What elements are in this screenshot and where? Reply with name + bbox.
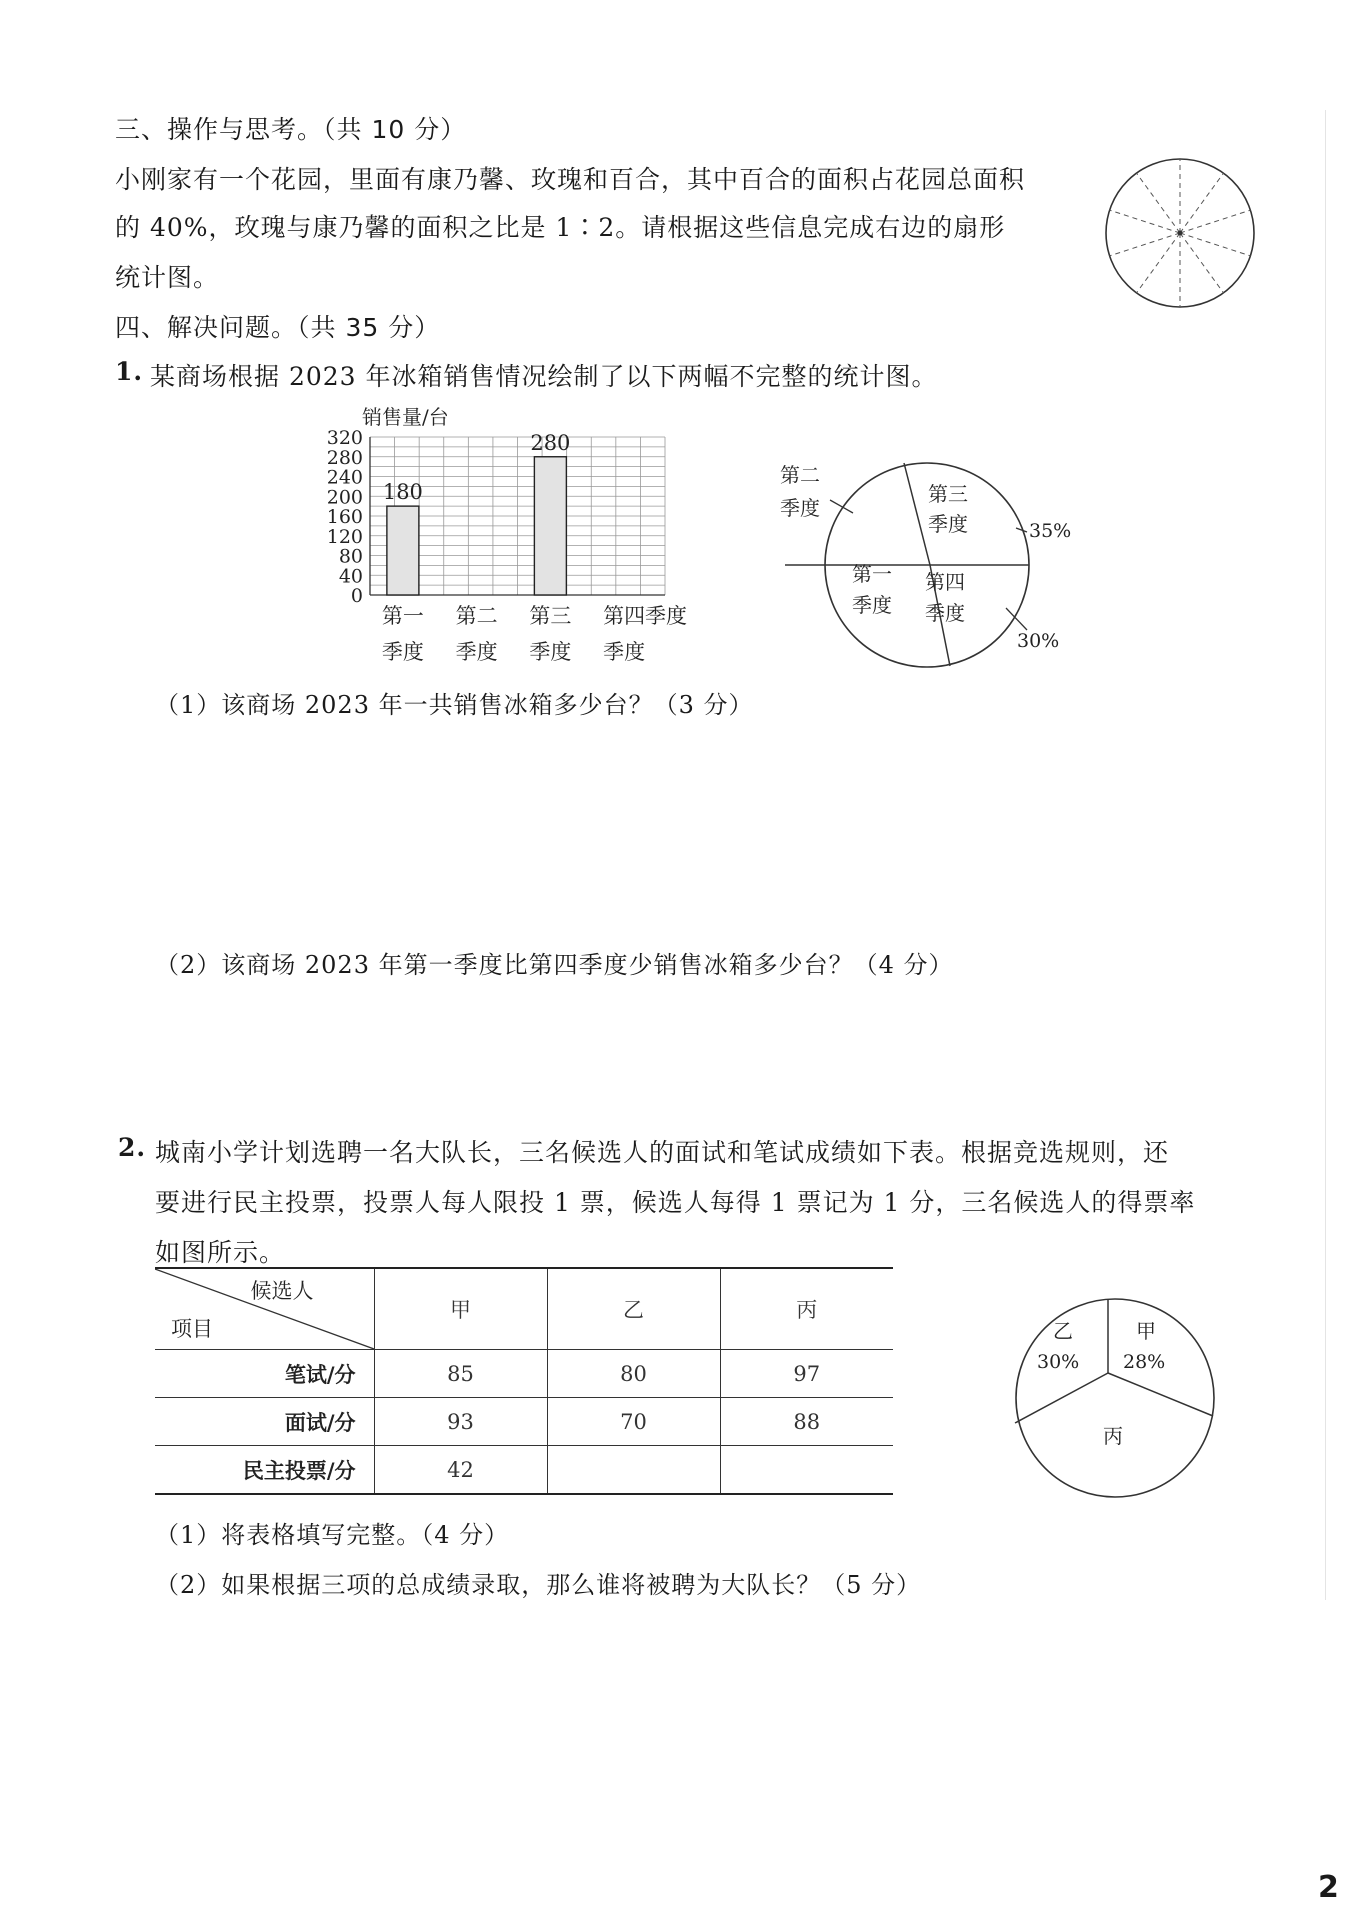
bar-chart-xlabels — [382, 604, 645, 664]
pie2-jia-pct: 28% — [1123, 1351, 1166, 1373]
pie1-q4-label-2: 季度 — [925, 601, 965, 625]
bar-chart-ylabel: 销售量/台 — [362, 405, 449, 429]
pie1-q1-label-1: 第一 — [852, 562, 892, 586]
vote-pie-chart — [1005, 1288, 1225, 1508]
q1-text: 某商场根据 2023 年冰箱销售情况绘制了以下两幅不完整的统计图。 — [150, 362, 938, 391]
pie-sector-boundary — [1108, 1373, 1213, 1416]
bar-ytick-label: 240 — [326, 466, 363, 489]
bar-ytick-label: 80 — [338, 545, 363, 568]
q2-sub1: （1）将表格填写完整。（4 分） — [155, 1521, 510, 1549]
margin-rule — [1325, 110, 1326, 1600]
pie1-q4-pct: 30% — [1017, 630, 1060, 652]
table-cell: 88 — [720, 1398, 893, 1446]
pie2-yi-label: 乙 — [1053, 1319, 1073, 1343]
bar-category-label: 第一 — [381, 604, 424, 628]
table-cell: 93 — [374, 1398, 547, 1446]
pie1-q4-label-1: 第四 — [925, 570, 965, 594]
row-label: 笔试/分 — [155, 1350, 374, 1398]
bar-category-label: 季度 — [603, 640, 646, 664]
q2-num: 2. — [118, 1133, 147, 1162]
table-header-row — [155, 1268, 893, 1350]
row-label: 面试/分 — [155, 1398, 374, 1446]
bar-ytick-label: 320 — [326, 427, 363, 449]
column-header: 乙 — [547, 1268, 720, 1350]
bar-category-label: 第二 — [455, 604, 498, 628]
bar-ytick-label: 0 — [350, 585, 363, 607]
bar-category-label: 第四 — [603, 604, 646, 628]
bar-category-label: 季度 — [529, 640, 572, 664]
quarter-pie-chart — [780, 455, 1090, 685]
corner-top-label: 候选人 — [250, 1279, 314, 1303]
pie1-q3-pct: 35% — [1029, 520, 1072, 542]
q2-line-2: 要进行民主投票，投票人每人限投 1 票，候选人每得 1 票记为 1 分，三名候选人的得票率 — [155, 1188, 1196, 1217]
bar-category-label: 第三 — [529, 604, 572, 628]
page-number: 2 — [1318, 1870, 1339, 1905]
bar-category-label: 季度 — [455, 640, 498, 664]
table-cell — [720, 1446, 893, 1495]
table-corner-cell — [155, 1268, 374, 1350]
corner-bottom-label: 项目 — [171, 1317, 213, 1341]
bar-chart-xlabel: 季度 — [645, 604, 687, 628]
q2-line-1: 城南小学计划选聘一名大队长，三名候选人的面试和笔试成绩如下表。根据竞选规则，还 — [155, 1138, 1170, 1167]
table-row — [155, 1398, 893, 1446]
column-header: 甲 — [374, 1268, 547, 1350]
blank-pie-spoke — [1180, 233, 1223, 293]
q2-line-3: 如图所示。 — [155, 1238, 286, 1267]
pie1-q2-label-2: 季度 — [780, 496, 820, 520]
table-cell: 70 — [547, 1398, 720, 1446]
bar — [387, 506, 419, 595]
q1-sub2: （2）该商场 2023 年第一季度比第四季度少销售冰箱多少台？（4 分） — [155, 951, 954, 979]
bar-category-label: 季度 — [381, 640, 424, 664]
score-table — [155, 1267, 893, 1495]
bar — [534, 457, 566, 595]
blank-pie-spoke — [1110, 233, 1180, 256]
blank-pie-chart — [1100, 153, 1260, 313]
pie2-yi-pct: 30% — [1037, 1351, 1080, 1373]
bar-ytick-label: 120 — [326, 525, 363, 548]
pie1-q2-label-1: 第二 — [780, 463, 820, 487]
pie1-q3-label-2: 季度 — [928, 512, 968, 536]
pie-sector-boundary — [1015, 1373, 1108, 1423]
section3-line-2: 的 40%，玫瑰与康乃馨的面积之比是 1∶2。请根据这些信息完成右边的扇形 — [115, 213, 1006, 242]
blank-pie-spoke — [1180, 173, 1223, 233]
pie1-q1-label-2: 季度 — [852, 593, 892, 617]
pie2-jia-label: 甲 — [1136, 1319, 1156, 1343]
q2-sub2: （2）如果根据三项的总成绩录取，那么谁将被聘为大队长？（5 分） — [155, 1571, 922, 1599]
bar-ytick-label: 160 — [326, 506, 363, 528]
bar-value-label: 280 — [530, 430, 571, 455]
quarter-pie-radii — [785, 463, 1029, 666]
table-cell: 42 — [374, 1446, 547, 1495]
column-header: 丙 — [720, 1268, 893, 1350]
blank-pie-spoke — [1180, 233, 1250, 256]
table-row — [155, 1446, 893, 1495]
table-cell — [547, 1446, 720, 1495]
table-cell: 80 — [547, 1350, 720, 1398]
bar-chart — [315, 400, 715, 670]
pie1-q3-label-1: 第三 — [928, 482, 968, 506]
bar-chart-yticks — [327, 427, 363, 607]
bar-ytick-label: 280 — [326, 446, 363, 469]
blank-pie-spoke — [1137, 173, 1180, 233]
section3-line-1: 小刚家有一个花园，里面有康乃馨、玫瑰和百合，其中百合的面积占花园总面积 — [115, 165, 1026, 194]
table-cell: 97 — [720, 1350, 893, 1398]
q2-number — [118, 1133, 146, 1162]
bar-ytick-label: 200 — [326, 486, 363, 509]
q1-sub1: （1）该商场 2023 年一共销售冰箱多少台？（3 分） — [155, 691, 754, 719]
bar-value-label: 180 — [382, 480, 423, 505]
section4-title: 四、解决问题。（共 35 分） — [115, 313, 441, 342]
blank-pie-spoke — [1137, 233, 1180, 293]
pie-sector-boundary — [838, 463, 904, 523]
pie2-bing-label: 丙 — [1103, 1424, 1123, 1448]
q1-num: 1. — [115, 357, 144, 386]
blank-pie-spoke — [1180, 210, 1250, 233]
q1-number — [115, 357, 143, 386]
section3-title: 三、操作与思考。（共 10 分） — [115, 115, 467, 144]
table-cell: 85 — [374, 1350, 547, 1398]
row-label: 民主投票/分 — [155, 1446, 374, 1495]
section3-line-3: 统计图。 — [115, 263, 220, 292]
bar-ytick-label: 40 — [338, 565, 363, 588]
blank-pie-spoke — [1110, 210, 1180, 233]
pie-sector-boundary — [904, 463, 930, 565]
table-row — [155, 1350, 893, 1398]
